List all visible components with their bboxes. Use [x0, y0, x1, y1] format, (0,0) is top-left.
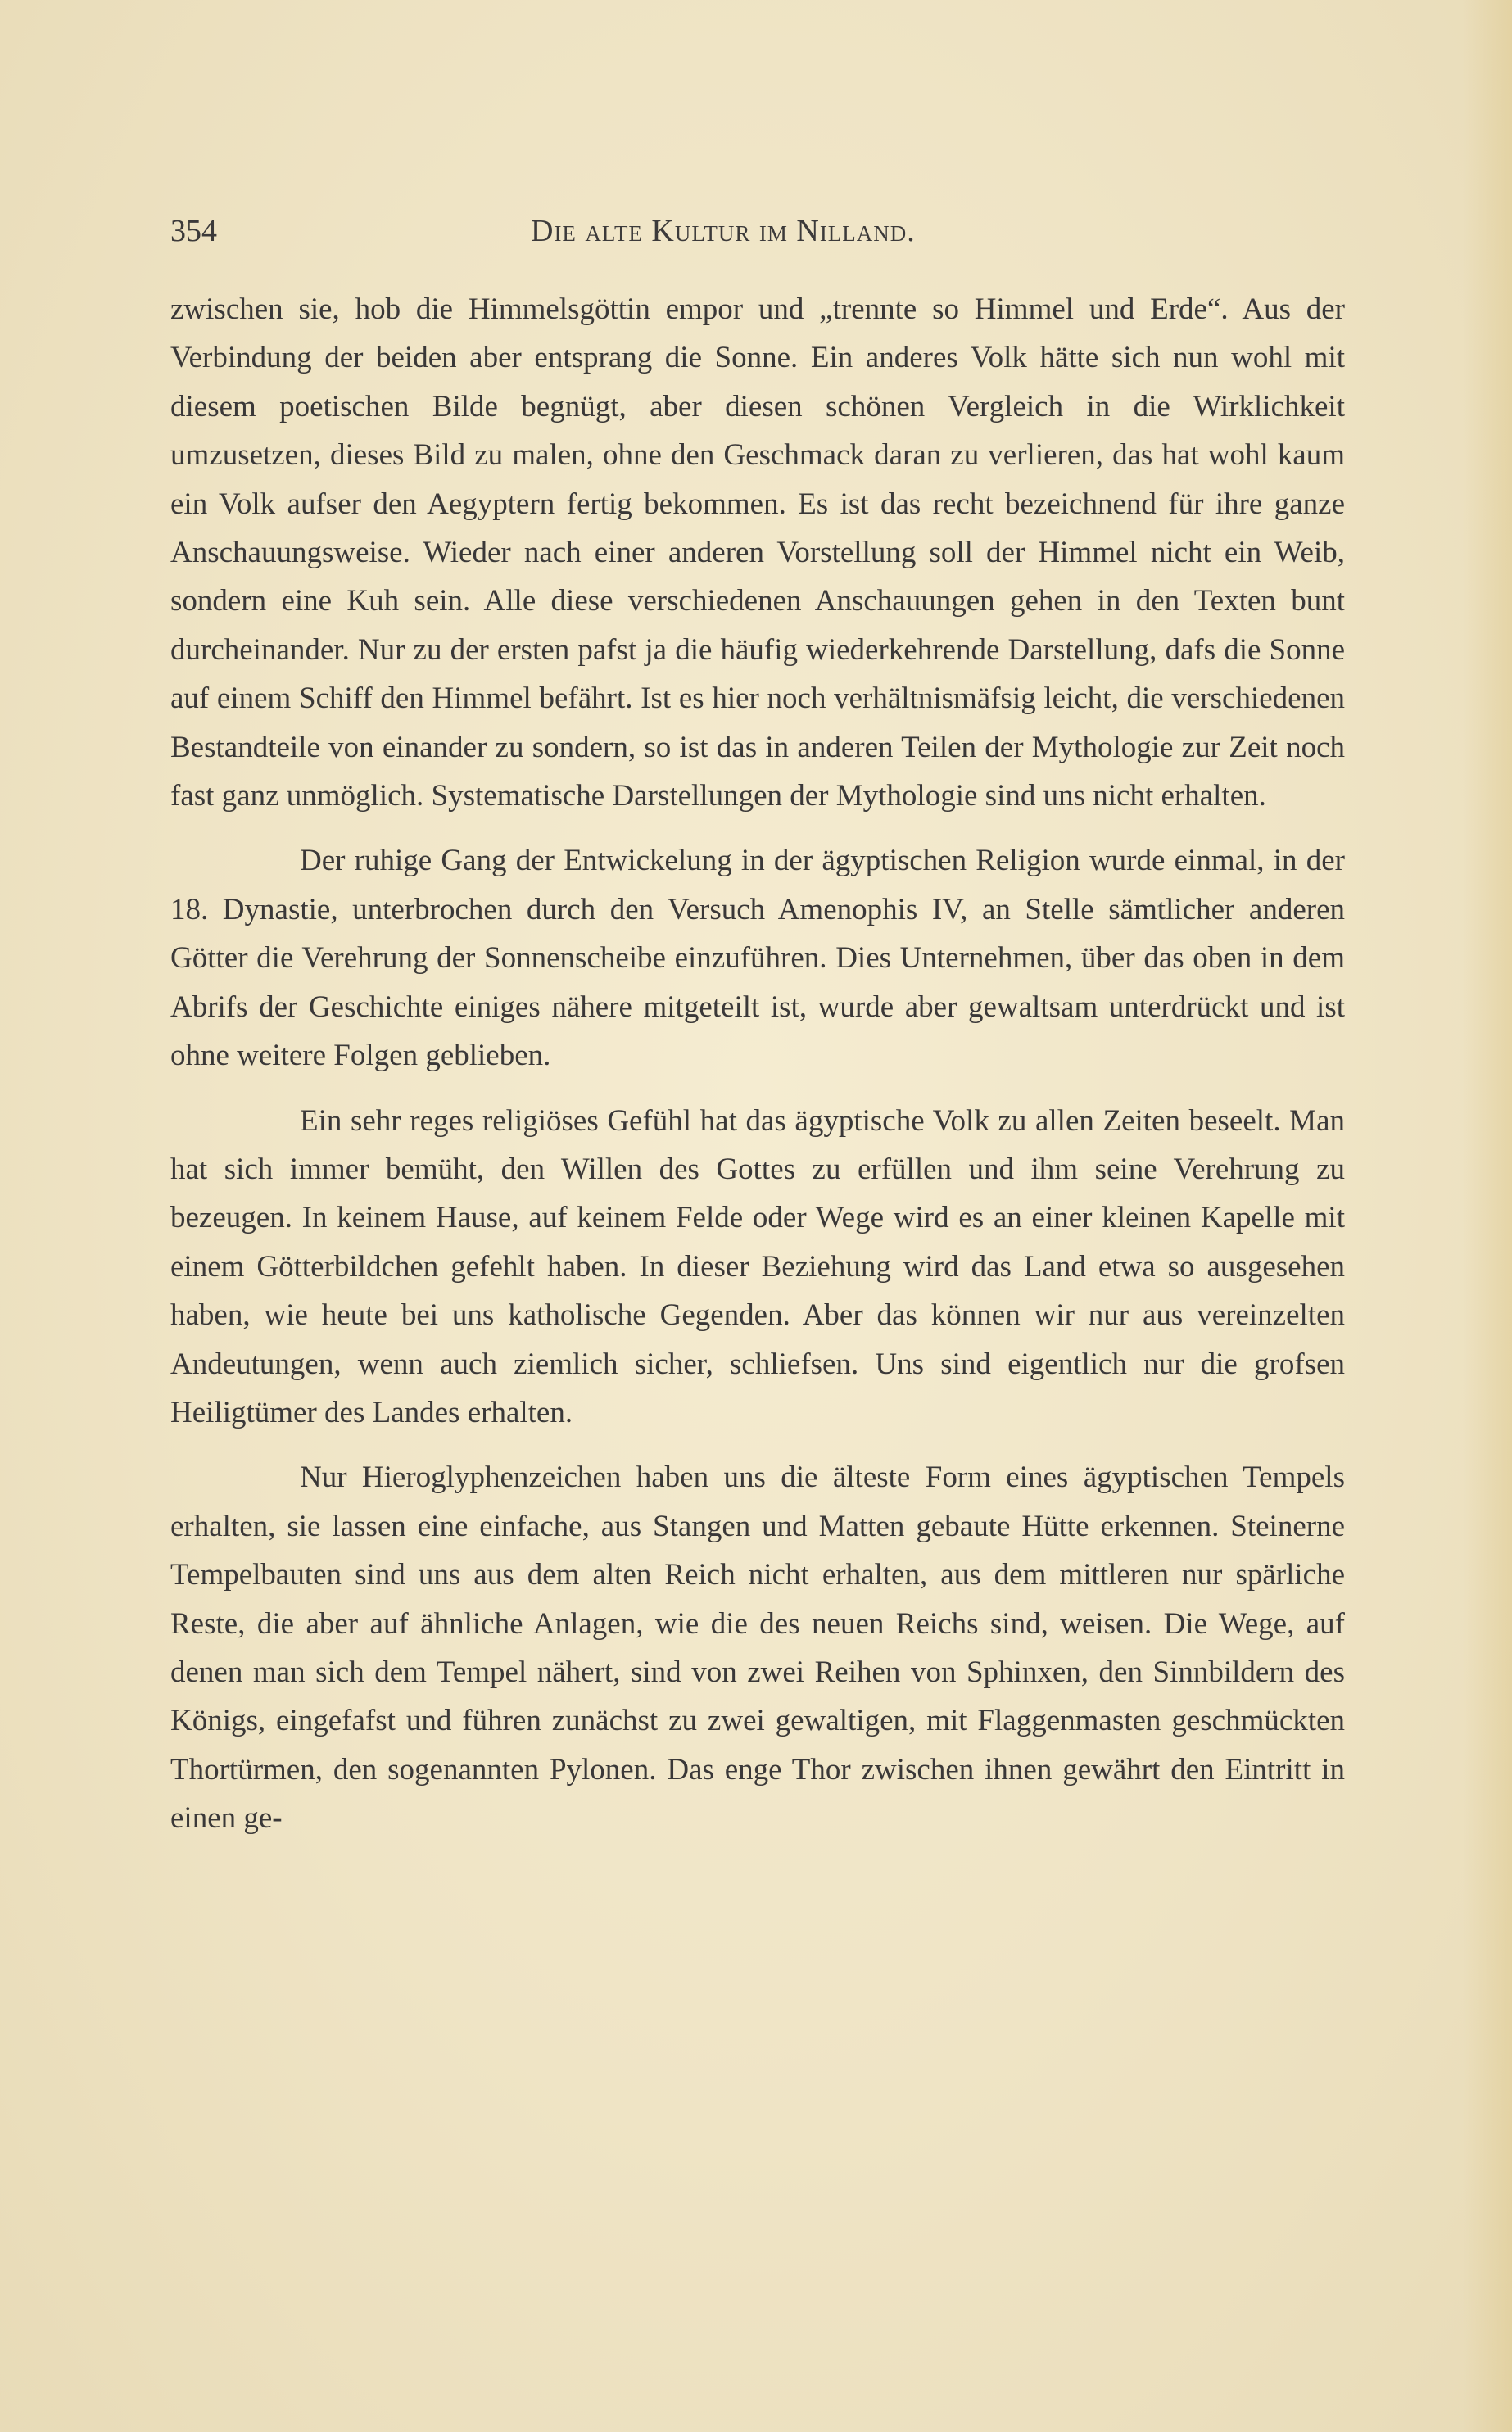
page-number: 354: [170, 214, 217, 248]
running-title: Die alte Kultur im Nilland.: [531, 214, 916, 248]
body-text: [170, 285, 1345, 1843]
paragraph: Ein sehr reges religiöses Gefühl hat das ägyptische Volk zu allen Zeiten beseelt. Man hat sich immer bemüht, den Willen des Gottes zu erfüllen und ihm seine Verehrung zu bezeugen. In keinem Hause, auf keinem Felde oder Wege wird es an einer kleinen Kapelle mit einem Götterbildchen gefehlt haben. In dieser Beziehung wird das Land etwa so ausgesehen haben, wie heute bei uns katholische Gegenden. Aber das können wir nur aus vereinzelten Andeutungen, wenn auch ziemlich sicher, schliefsen. Uns sind eigentlich nur die grofsen Heiligtümer des Landes erhalten.: [170, 1103, 1345, 1429]
page-header: [170, 206, 1345, 256]
paragraph: Nur Hieroglyphenzeichen haben uns die älteste Form eines ägyptischen Tempels erhalten, sie lassen eine einfache, aus Stangen und Matten gebaute Hütte erkennen. Steinerne Tempelbauten sind uns aus dem alten Reich nicht erhalten, aus dem mittleren nur spärliche Reste, die aber auf ähnliche Anlagen, wie die des neuen Reichs sind, weisen. Die Wege, auf denen man sich dem Tempel nähert, sind von zwei Reihen von Sphinxen, den Sinnbildern des Königs, eingefafst und führen zunächst zu zwei gewaltigen, mit Flaggenmasten geschmückten Thortürmen, den sogenannten Pylonen. Das enge Thor zwischen ihnen gewährt den Eintritt in einen ge-: [170, 1461, 1345, 1836]
paragraph: zwischen sie, hob die Himmelsgöttin empor und „trennte so Himmel und Erde“. Aus der Verbindung der beiden aber entsprang die Sonne. Ein anderes Volk hätte sich nun wohl mit diesem poetischen Bilde begnügt, aber diesen schönen Vergleich in die Wirklichkeit umzusetzen, dieses Bild zu malen, ohne den Geschmack daran zu verlieren, das hat wohl kaum ein Volk aufser den Aegyptern fertig bekommen. Es ist das recht bezeichnend für ihre ganze Anschauungsweise. Wieder nach einer anderen Vorstellung soll der Himmel nicht ein Weib, sondern eine Kuh sein. Alle diese verschiedenen Anschauungen gehen in den Texten bunt durcheinander. Nur zu der ersten pafst ja die häufig wiederkehrende Darstellung, dafs die Sonne auf einem Schiff den Himmel befährt. Ist es hier noch verhältnismäfsig leicht, die verschiedenen Bestandteile von einander zu sondern, so ist das in anderen Teilen der Mythologie zur Zeit noch fast ganz unmöglich. Systematische Darstellungen der Mythologie sind uns nicht erhalten.: [170, 292, 1345, 813]
paragraph: Der ruhige Gang der Entwickelung in der ägyptischen Religion wurde einmal, in der 18. Dynastie, unterbrochen durch den Versuch Amenophis IV, an Stelle sämtlicher anderen Götter die Verehrung der Sonnenscheibe einzuführen. Dies Unternehmen, über das oben in dem Abrifs der Geschichte einiges nähere mitgeteilt ist, wurde aber gewaltsam unterdrückt und ist ohne weitere Folgen geblieben.: [170, 844, 1345, 1073]
